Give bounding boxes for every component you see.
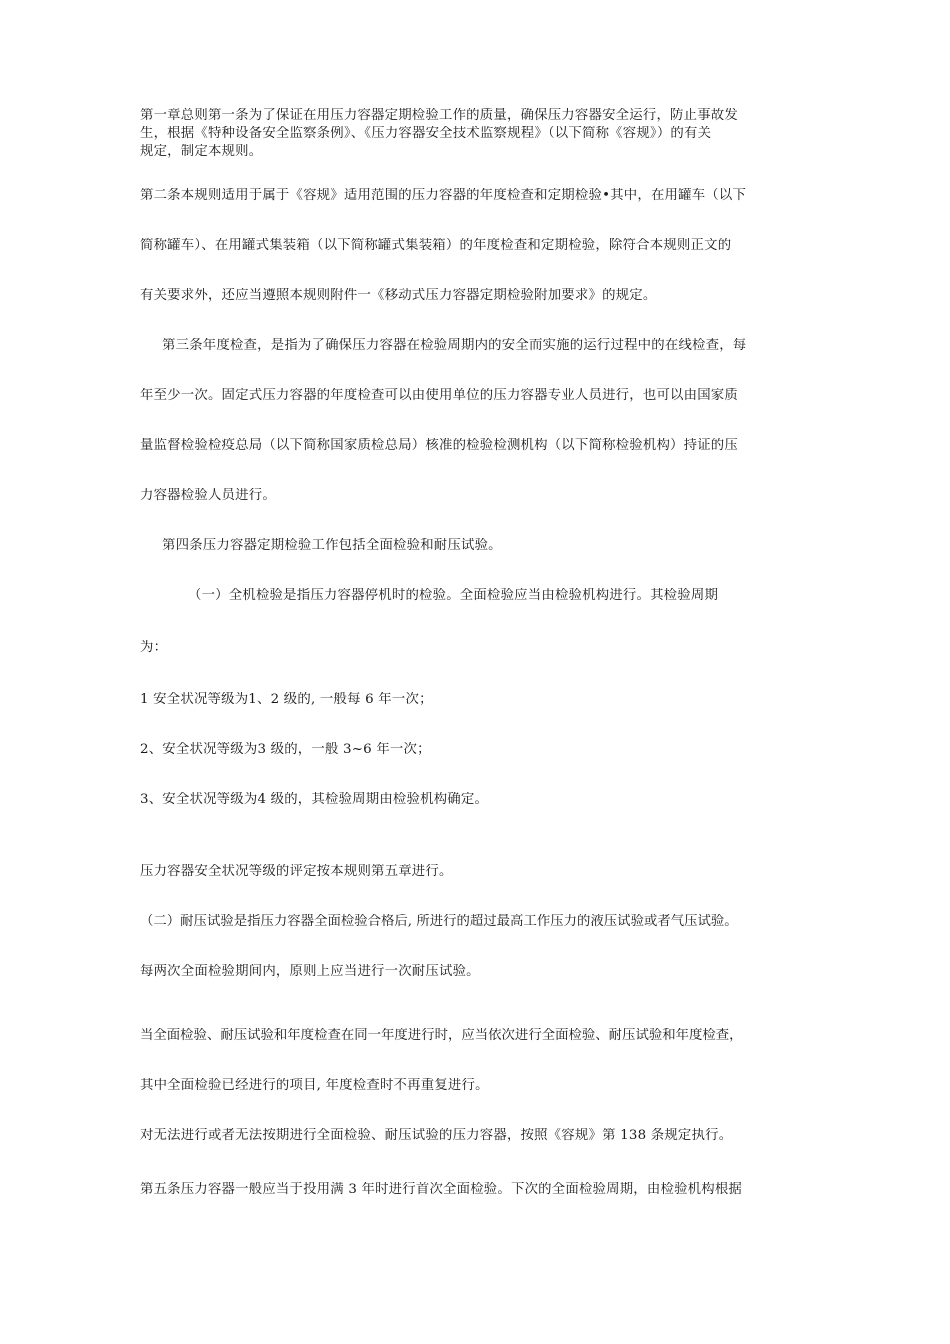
- text-line: 第三条年度检查，是指为了确保压力容器在检验周期内的安全而实施的运行过程中的在线检查，每: [162, 338, 747, 353]
- text-line: 压力容器安全状况等级的评定按本规则第五章进行。: [140, 864, 453, 879]
- list-item: 3、安全状况等级为4 级的，其检验周期由检验机构确定。: [140, 792, 489, 807]
- list-item: 2、安全状况等级为3 级的，一般 3~6 年一次；: [140, 742, 431, 757]
- text-line: 生，根据《特种设备安全监察条例》、《压力容器安全技术监察规程》（以下简称《容规》）的有关: [140, 126, 712, 141]
- text-line: 为：: [140, 640, 168, 655]
- text-line: 力容器检验人员进行。: [140, 488, 276, 503]
- text-line: （二）耐压试验是指压力容器全面检验合格后, 所进行的超过最高工作压力的液压试验或者气压试验。: [140, 914, 738, 929]
- text-line: 第四条压力容器定期检验工作包括全面检验和耐压试验。: [162, 538, 502, 553]
- text-line: （一）全机检验是指压力容器停机时的检验。全面检验应当由检验机构进行。其检验周期: [188, 588, 719, 603]
- text-line: 第五条压力容器一般应当于投用满 3 年时进行首次全面检验。下次的全面检验周期，由检验机构根据: [140, 1182, 743, 1197]
- text-line: 第一章总则第一条为了保证在用压力容器定期检验工作的质量，确保压力容器安全运行，防止事故发: [140, 108, 738, 123]
- text-line: 每两次全面检验期间内，原则上应当进行一次耐压试验。: [140, 964, 480, 979]
- text-line: 量监督检验检疫总局（以下简称国家质检总局）核准的检验检测机构（以下简称检验机构）持证的压: [140, 438, 738, 453]
- text-line: 规定，制定本规则。: [140, 144, 263, 159]
- text-line: 当全面检验、耐压试验和年度检查在同一年度进行时，应当依次进行全面检验、耐压试验和年度检查，: [140, 1028, 743, 1043]
- text-line: 简称罐车）、在用罐式集装箱（以下简称罐式集装箱）的年度检查和定期检验，除符合本规则正文的: [140, 238, 732, 253]
- text-line: 对无法进行或者无法按期进行全面检验、耐压试验的压力容器，按照《容规》第 138 条规定执行。: [140, 1128, 733, 1143]
- list-item: 1 安全状况等级为1、2 级的, 一般每 6 年一次；: [140, 692, 433, 707]
- text-line: 年至少一次。固定式压力容器的年度检查可以由使用单位的压力容器专业人员进行，也可以由国家质: [140, 388, 738, 403]
- text-line: 有关要求外，还应当遵照本规则附件一《移动式压力容器定期检验附加要求》的规定。: [140, 288, 657, 303]
- text-line: 其中全面检验已经进行的项目, 年度检查时不再重复进行。: [140, 1078, 489, 1093]
- text-line: 第二条本规则适用于属于《容规》适用范围的压力容器的年度检查和定期检验•其中，在用罐车（以下: [140, 188, 747, 203]
